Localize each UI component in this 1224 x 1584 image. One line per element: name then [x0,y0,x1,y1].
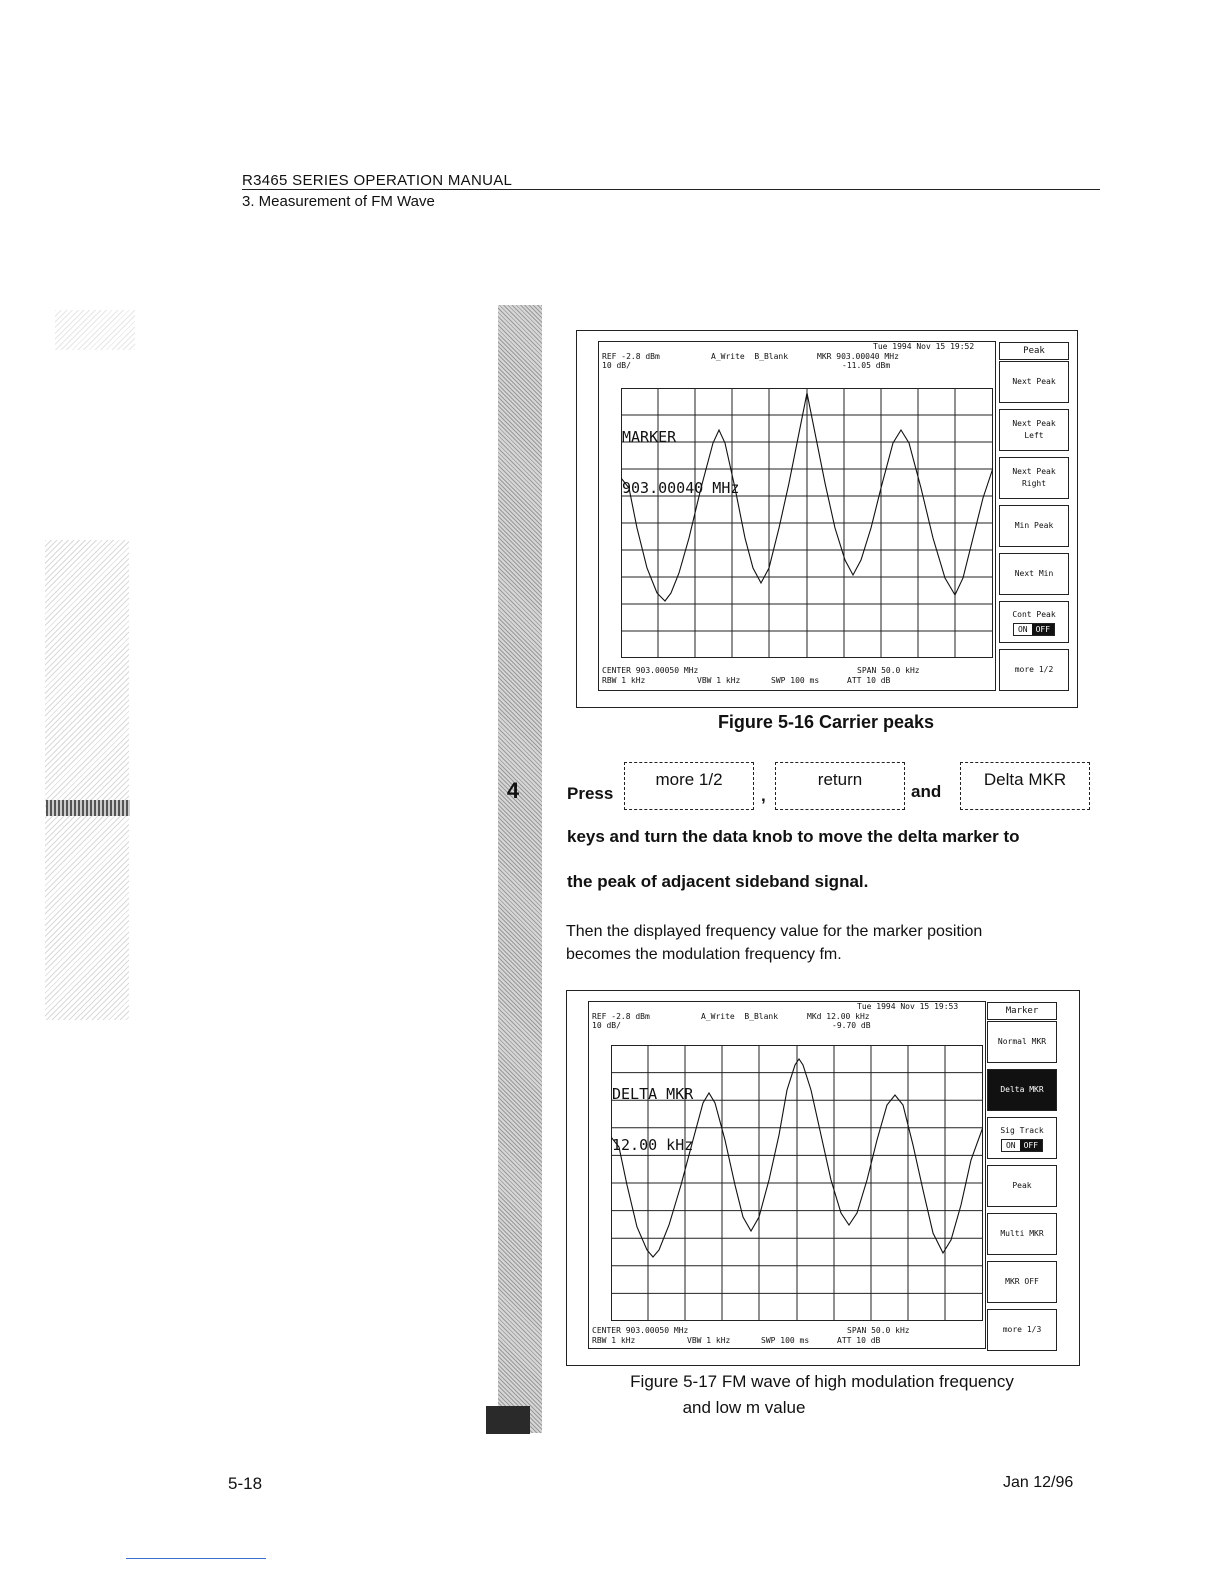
figure-5-16-screen [598,341,996,691]
softkey-sig-track[interactable] [987,1117,1057,1159]
screen-center-freq: CENTER 903.00050 MHz [592,1326,689,1335]
screen-rbw: RBW 1 kHz [602,676,646,685]
marker-label-box [622,395,739,531]
screen-ref-level: REF -2.8 dBm [592,1012,650,1021]
softkey-more-1-3[interactable] [987,1309,1057,1351]
bottom-rule [126,1558,266,1559]
instruction-line-3: the peak of adjacent sideband signal. [567,872,869,891]
softkey-label: Right [1021,479,1047,488]
marker-label-1: DELTA MKR [612,1085,694,1103]
screen-datetime: Tue 1994 Nov 15 19:53 [857,1002,959,1011]
scan-noise [45,540,129,1020]
softkey-label: Multi MKR [1000,1229,1044,1238]
screen-marker-readout: MKd 12.00 kHz [807,1012,870,1021]
softkey-more-1-2[interactable] [999,649,1069,691]
screen-trace-mode: A_Write B_Blank [701,1012,779,1021]
chapter-side-tab [486,1406,530,1434]
section-title: 3. Measurement of FM Wave [242,193,435,210]
key-label: Delta MKR [983,770,1067,789]
screen-center-freq: CENTER 903.00050 MHz [602,666,699,675]
instruction-comma: , [761,786,766,805]
key-delta-mkr[interactable] [960,762,1090,810]
page-number: 5-18 [228,1474,263,1493]
marker-label-2: 903.00040 MHz [622,479,740,497]
screen-vbw: VBW 1 kHz [697,676,741,685]
softkey-label: Normal MKR [997,1037,1047,1046]
softkey-delta-mkr[interactable] [987,1069,1057,1111]
figure-5-17-caption-line-2: and low m value [682,1398,806,1417]
softkey-label: more 1/2 [1014,665,1054,674]
body-paragraph [566,920,1086,966]
softkey-label: Next Peak [1012,377,1056,386]
softkey-label: Next Peak [1012,467,1056,476]
sig-track-toggle[interactable] [1001,1139,1043,1152]
chapter-side-bar [498,305,542,1433]
marker-label-2: 12.00 kHz [612,1136,694,1154]
body-line-2: becomes the modulation frequency fm. [566,946,842,963]
softkey-menu-title: Peak [999,342,1069,360]
screen-scale: 10 dB/ [602,361,631,370]
manual-title: R3465 SERIES OPERATION MANUAL [242,172,513,189]
toggle-on: ON [1002,1140,1020,1151]
screen-marker-level: -11.05 dBm [842,361,891,370]
toggle-on: ON [1014,624,1032,635]
screen-datetime: Tue 1994 Nov 15 19:52 [873,342,975,351]
revision-date: Jan 12/96 [1003,1474,1074,1491]
scan-noise [55,310,135,350]
screen-trace-mode: A_Write B_Blank [711,352,789,361]
screen-vbw: VBW 1 kHz [687,1336,731,1345]
softkey-label: Next Peak [1012,419,1056,428]
softkey-label: Sig Track [1000,1125,1044,1135]
screen-attenuation: ATT 10 dB [837,1336,881,1345]
instruction-and: and [911,782,942,801]
marker-label-1: MARKER [622,428,677,446]
screen-attenuation: ATT 10 dB [847,676,891,685]
softkey-next-min[interactable] [999,553,1069,595]
instruction-line-2: keys and turn the data knob to move the delta marker to [567,827,1020,846]
key-label: more 1/2 [655,770,723,789]
softkey-label: more 1/3 [1002,1325,1042,1334]
softkey-next-peak[interactable] [999,361,1069,403]
softkey-menu-title: Marker [987,1002,1057,1020]
softkey-label: MKR OFF [1005,1277,1039,1286]
screen-span: SPAN 50.0 kHz [857,666,920,675]
screen-span: SPAN 50.0 kHz [847,1326,910,1335]
softkey-label: Peak [1012,1181,1032,1190]
softkey-label: Next Min [1014,569,1054,578]
header-rule [242,189,1100,190]
screen-marker-readout: MKR 903.00040 MHz [817,352,899,361]
instruction-press: Press [567,784,614,803]
figure-5-16-caption: Figure 5-16 Carrier peaks [717,712,935,732]
softkey-label: Delta MKR [1000,1085,1044,1094]
screen-rbw: RBW 1 kHz [592,1336,636,1345]
softkey-label: Min Peak [1014,521,1054,530]
softkey-label: Cont Peak [1012,609,1056,619]
softkey-label: Left [1024,431,1044,440]
softkey-next-peak-left[interactable] [999,409,1069,451]
softkey-multi-mkr[interactable] [987,1213,1057,1255]
delta-marker-label-box [612,1052,693,1188]
figure-5-17-caption-line-1: Figure 5-17 FM wave of high modulation frequency [630,1372,1014,1391]
toggle-off: OFF [1020,1140,1042,1151]
key-label: return [817,770,863,789]
screen-scale: 10 dB/ [592,1021,621,1030]
screen-sweep: SWP 100 ms [771,676,820,685]
softkey-mkr-off[interactable] [987,1261,1057,1303]
softkey-cont-peak[interactable] [999,601,1069,643]
softkey-peak[interactable] [987,1165,1057,1207]
softkey-min-peak[interactable] [999,505,1069,547]
body-line-1: Then the displayed frequency value for the marker position [566,923,983,940]
softkey-normal-mkr[interactable] [987,1021,1057,1063]
softkey-next-peak-right[interactable] [999,457,1069,499]
chapter-number: 4 [506,778,520,803]
cont-peak-toggle[interactable] [1013,623,1055,636]
key-return[interactable] [775,762,905,810]
key-more-1-2[interactable] [624,762,754,810]
figure-5-17-screen [588,1001,986,1349]
scan-noise [46,800,130,816]
screen-ref-level: REF -2.8 dBm [602,352,660,361]
screen-sweep: SWP 100 ms [761,1336,810,1345]
screen-marker-level: -9.70 dB [832,1021,871,1030]
toggle-off: OFF [1032,624,1054,635]
